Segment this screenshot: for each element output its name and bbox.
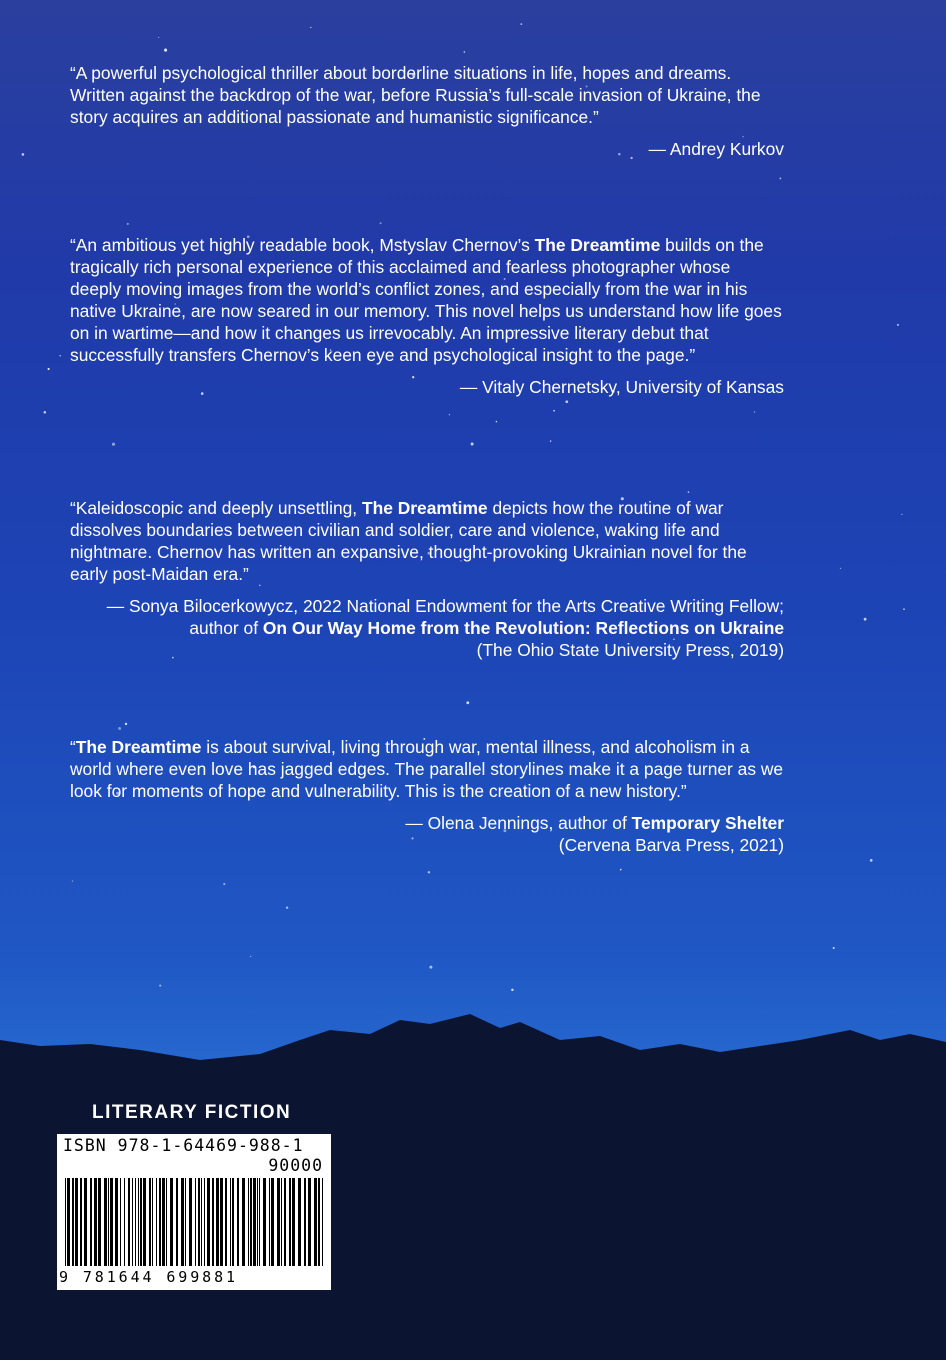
barcode-bar bbox=[170, 1178, 173, 1266]
barcode-bar bbox=[216, 1178, 219, 1266]
price-code: 90000 bbox=[268, 1156, 323, 1175]
quote-text-end: is about survival, living through war, mental illness, and alcoholism in a world where even love has jagged edges. The parallel storylines make it a page turner as we look for moments of hope and vulnerability. This is the creation of a new history.” bbox=[70, 737, 784, 801]
star bbox=[520, 23, 522, 25]
barcode-bar bbox=[176, 1178, 178, 1266]
star bbox=[22, 153, 25, 156]
barcode-bar bbox=[308, 1178, 311, 1266]
ean-digits: 9 781644 699881 bbox=[59, 1268, 238, 1286]
star bbox=[158, 37, 159, 38]
barcode-bar bbox=[201, 1178, 202, 1266]
barcode-bar bbox=[292, 1178, 295, 1266]
barcode-bar bbox=[143, 1178, 146, 1266]
barcode-bar bbox=[212, 1178, 214, 1266]
barcode-bar bbox=[181, 1178, 184, 1266]
quote-attribution: — Vitaly Chernetsky, University of Kansas bbox=[459, 377, 784, 397]
quote-text bbox=[70, 736, 784, 802]
book-title: The Dreamtime bbox=[534, 235, 661, 255]
star bbox=[471, 443, 474, 446]
star bbox=[428, 871, 430, 873]
star bbox=[464, 51, 466, 53]
barcode-bar bbox=[269, 1178, 270, 1266]
barcode-bar bbox=[230, 1178, 231, 1266]
barcode-bar bbox=[120, 1178, 121, 1266]
quote-text-start: “Kaleidoscopic and deeply unsettling, bbox=[70, 498, 362, 518]
barcode-bar bbox=[277, 1178, 280, 1266]
quote-attribution bbox=[70, 595, 784, 661]
barcode-bar bbox=[253, 1178, 256, 1266]
star bbox=[901, 514, 902, 515]
star bbox=[59, 355, 61, 357]
star bbox=[429, 966, 432, 969]
star bbox=[310, 27, 311, 28]
barcode-bar bbox=[195, 1178, 196, 1266]
barcode-bar bbox=[149, 1178, 151, 1266]
quote-attribution: — Andrey Kurkov bbox=[648, 139, 784, 159]
barcode-bar bbox=[298, 1178, 301, 1266]
attribution-line-1: — Sonya Bilocerkowycz, 2022 National Endowment for the Arts Creative Writing Fellow; bbox=[106, 596, 784, 616]
star bbox=[553, 410, 555, 412]
isbn-label: ISBN 978-1-64469-988-1 bbox=[63, 1136, 304, 1155]
barcode-bar bbox=[318, 1178, 320, 1266]
star bbox=[840, 568, 841, 569]
star bbox=[164, 49, 167, 52]
barcode-bar bbox=[65, 1178, 66, 1266]
star bbox=[688, 491, 690, 493]
star bbox=[496, 421, 497, 422]
barcode-bar bbox=[207, 1178, 210, 1266]
barcode-bar bbox=[128, 1178, 130, 1266]
star bbox=[870, 859, 873, 862]
star bbox=[250, 956, 251, 957]
barcode-bar bbox=[166, 1178, 167, 1266]
barcode-bar bbox=[220, 1178, 223, 1266]
barcode-bar bbox=[271, 1178, 274, 1266]
barcode-bar bbox=[250, 1178, 252, 1266]
star bbox=[903, 608, 905, 610]
quote-text-end: depicts how the routine of war dissolves boundaries between civilian and soldier, care and violence, waking life and nightmare. Chernov has written an expansive, thought-provoking Ukrainian novel for the early post-Maidan era.” bbox=[70, 498, 747, 584]
star bbox=[833, 947, 835, 949]
barcode-bar bbox=[281, 1178, 282, 1266]
star bbox=[779, 177, 781, 179]
attribution-book-title: Temporary Shelter bbox=[631, 813, 784, 833]
barcode-bar bbox=[284, 1178, 286, 1266]
barcode-bar bbox=[67, 1178, 70, 1266]
barcode-bar bbox=[257, 1178, 258, 1266]
barcode-bar bbox=[90, 1178, 92, 1266]
star bbox=[127, 223, 129, 225]
review-quote-chernetsky bbox=[70, 234, 784, 398]
book-title: The Dreamtime bbox=[75, 737, 202, 757]
barcode-bar bbox=[98, 1178, 101, 1266]
quote-attribution bbox=[70, 812, 784, 856]
star bbox=[864, 618, 867, 621]
attribution-book-title: On Our Way Home from the Revolution: Reflections on Ukraine bbox=[262, 618, 784, 638]
barcode-bar bbox=[108, 1178, 109, 1266]
barcode-bar bbox=[237, 1178, 239, 1266]
star bbox=[380, 222, 382, 224]
star bbox=[118, 727, 121, 730]
barcode-bar bbox=[248, 1178, 249, 1266]
review-quote-bilocerkowycz bbox=[70, 497, 784, 661]
barcode-bar bbox=[198, 1178, 200, 1266]
barcode-bar bbox=[189, 1178, 192, 1266]
barcode-bar bbox=[232, 1178, 234, 1266]
barcode-bar bbox=[110, 1178, 113, 1266]
barcode-bar bbox=[159, 1178, 161, 1266]
barcode-bar bbox=[204, 1178, 205, 1266]
star bbox=[72, 880, 73, 881]
barcode-bar bbox=[132, 1178, 133, 1266]
barcode-bar bbox=[314, 1178, 317, 1266]
attribution-publisher: (The Ohio State University Press, 2019) bbox=[476, 640, 784, 660]
star bbox=[754, 411, 755, 412]
barcode-bar bbox=[140, 1178, 142, 1266]
review-quote-jennings bbox=[70, 736, 784, 856]
star bbox=[565, 400, 568, 403]
book-title: The Dreamtime bbox=[361, 498, 488, 518]
attribution-line-2-start: author of bbox=[189, 618, 263, 638]
barcode-bar bbox=[263, 1178, 266, 1266]
star bbox=[112, 443, 115, 446]
quote-text-end: builds on the tragically rich personal experience of this acclaimed and fearless photographer whose deeply moving images from the world’s conflict zones, and especially from the war in his native Ukraine, are now seared in our memory. This novel helps us understand how life goes on in wartime—and how it changes us irrevocably. An impressive literary debut that successfully transfers Chernov’s keen eye and psychological insight to the page.” bbox=[70, 235, 782, 365]
barcode-bar bbox=[242, 1178, 245, 1266]
barcode-bar bbox=[124, 1178, 125, 1266]
barcode-bar bbox=[185, 1178, 186, 1266]
barcode-bar bbox=[72, 1178, 74, 1266]
review-quote-kurkov bbox=[70, 62, 784, 160]
barcode-bar bbox=[135, 1178, 136, 1266]
barcode-bar bbox=[156, 1178, 157, 1266]
barcode-bar bbox=[162, 1178, 165, 1266]
quote-text bbox=[70, 234, 784, 366]
barcode-bar bbox=[115, 1178, 118, 1266]
star bbox=[550, 440, 551, 441]
star bbox=[44, 411, 47, 414]
star bbox=[159, 985, 161, 987]
star bbox=[897, 324, 899, 326]
barcode-bar bbox=[304, 1178, 306, 1266]
barcode-bar bbox=[138, 1178, 139, 1266]
star bbox=[466, 701, 469, 704]
star bbox=[125, 723, 127, 725]
genre-label: LITERARY FICTION bbox=[92, 1102, 292, 1123]
barcode-bar bbox=[94, 1178, 97, 1266]
barcode-bar bbox=[84, 1178, 87, 1266]
star bbox=[48, 368, 50, 370]
star bbox=[511, 989, 513, 991]
barcode-bar bbox=[259, 1178, 260, 1266]
barcode-bar bbox=[225, 1178, 227, 1266]
attribution-publisher: (Cervena Barva Press, 2021) bbox=[558, 835, 784, 855]
barcode-bar bbox=[75, 1178, 78, 1266]
quote-text-start: “An ambitious yet highly readable book, Mstyslav Chernov’s bbox=[70, 235, 535, 255]
barcode-bar bbox=[289, 1178, 291, 1266]
star bbox=[449, 414, 450, 415]
quote-open-mark: “ bbox=[70, 737, 76, 757]
quote-text: “A powerful psychological thriller about borderline situations in life, hopes and dreams. Written against the backdrop of the war, before Russia’s full-scale invasion of Ukraine, the story acquires an additional passionate and humanistic significance.” bbox=[70, 63, 761, 127]
star bbox=[223, 883, 225, 885]
attribution-line-1: — Olena Jennings, author of bbox=[405, 813, 632, 833]
barcode-bar bbox=[104, 1178, 107, 1266]
barcode-bar bbox=[80, 1178, 82, 1266]
star bbox=[286, 907, 288, 909]
isbn-barcode bbox=[57, 1134, 331, 1290]
star bbox=[620, 869, 622, 871]
quote-text bbox=[70, 497, 784, 585]
barcode-bar bbox=[152, 1178, 153, 1266]
barcode-bar bbox=[322, 1178, 323, 1266]
